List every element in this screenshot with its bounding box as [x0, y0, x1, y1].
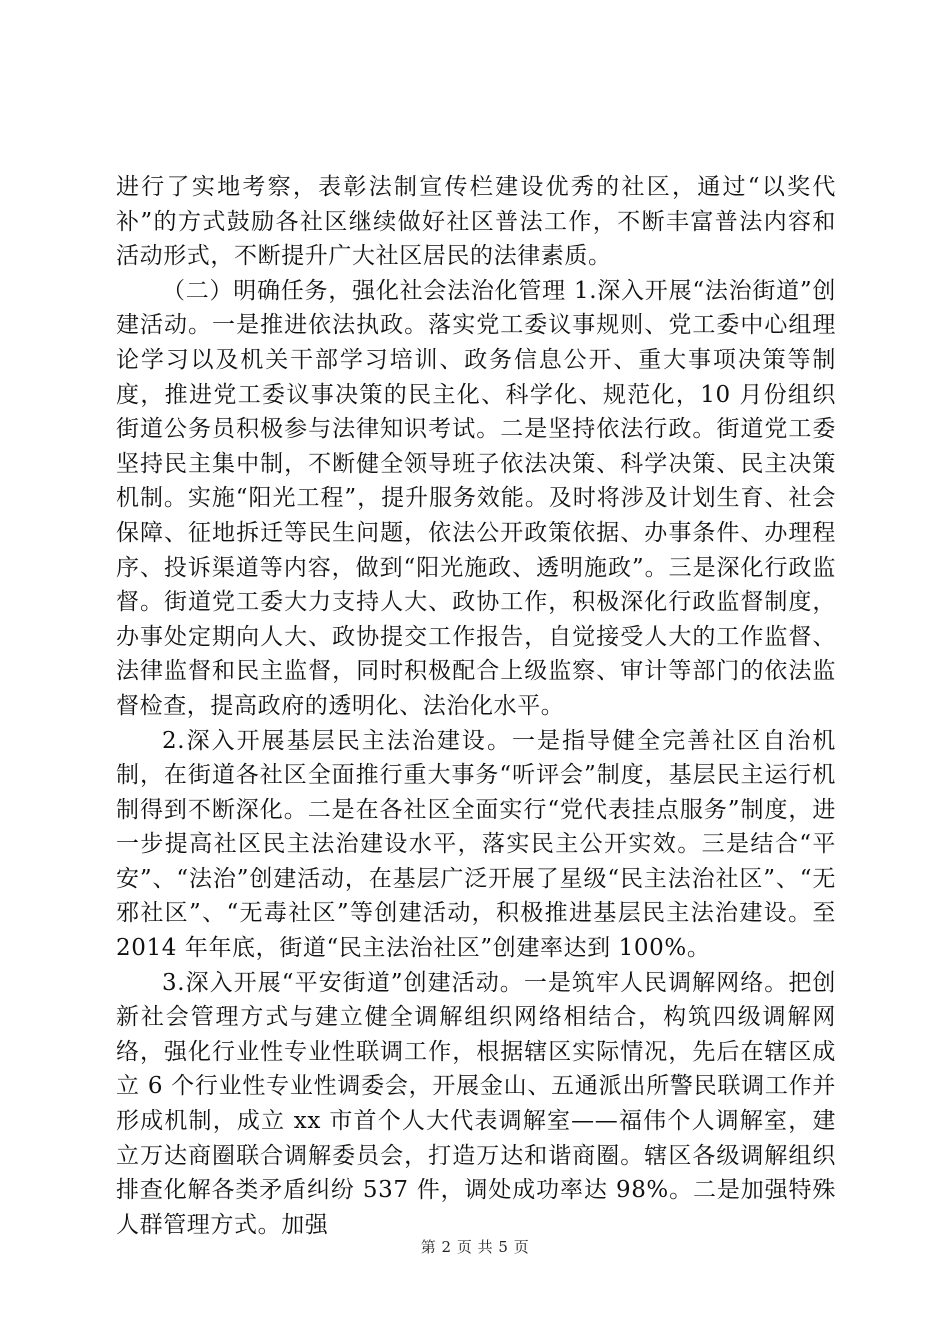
page-number-footer: 第 2 页 共 5 页 — [420, 1238, 530, 1256]
document-body — [116, 170, 836, 1242]
paragraph-grassroots-democracy: 2.深入开展基层民主法治建设。一是指导健全完善社区自治机制，在街道各社区全面推行重大事务“听评会”制度，基层民主运行机制得到不断深化。二是在各社区全面实行“党代表挂点服务”制度，进一步提高社区民主法治建设水平，落实民主公开实效。三是结合“平安”、“法治”创建活动，在基层广泛开展了星级“民主法治社区”、“无邪社区”、“无毒社区”等创建活动，积极推进基层民主法治建设。至 2014 年年底，街道“民主法治社区”创建率达到 100%。 — [116, 727, 836, 962]
paragraph-safe-street: 3.深入开展“平安街道”创建活动。一是筑牢人民调解网络。把创新社会管理方式与建立健全调解组织网络相结合，构筑四级调解网络，强化行业性专业性联调工作，根据辖区实际情况，先后在辖区成立 6 个行业性专业性调委会，开展金山、五通派出所警民联调工作并形成机制，成立 xx 市首个人大代表调解室——福伟个人调解室，建立万达商圈联合调解委员会，打造万达和谐商圈。辖区各级调解组织排查化解各类矛盾纠纷 537 件，调处成功率达 98%。二是加强特殊人群管理方式。加强 — [116, 969, 836, 1238]
paragraph-section-two: （二）明确任务，强化社会法治化管理 1.深入开展“法治街道”创建活动。一是推进依法执政。落实党工委议事规则、党工委中心组理论学习以及机关干部学习培训、政务信息公开、重大事项决策等制度，推进党工委议事决策的民主化、科学化、规范化，10 月份组织街道公务员积极参与法律知识考试。二是坚持依法行政。街道党工委坚持民主集中制，不断健全领导班子依法决策、科学决策、民主决策机制。实施“阳光工程”，提升服务效能。及时将涉及计划生育、社会保障、征地拆迁等民生问题，依法公开政策依据、办事条件、办理程序、投诉渠道等内容，做到“阳光施政、透明施政”。三是深化行政监督。街道党工委大力支持人大、政协工作，积极深化行政监督制度，办事处定期向人大、政协提交工作报告，自觉接受人大的工作监督、法律监督和民主监督，同时积极配合上级监察、审计等部门的依法监督检查，提高政府的透明化、法治化水平。 — [116, 277, 836, 719]
paragraph-continuation: 进行了实地考察，表彰法制宣传栏建设优秀的社区，通过“以奖代补”的方式鼓励各社区继续做好社区普法工作，不断丰富普法内容和活动形式，不断提升广大社区居民的法律素质。 — [116, 174, 836, 270]
